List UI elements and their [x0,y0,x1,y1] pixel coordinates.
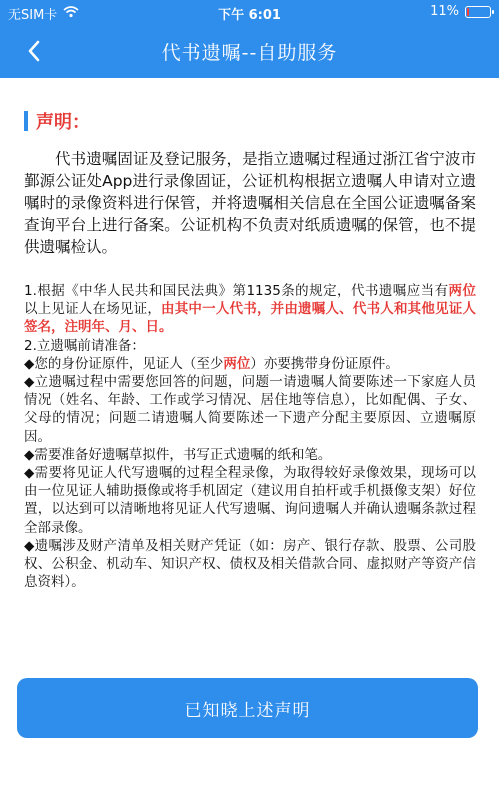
heading-accent-bar [24,111,28,131]
battery-percent: 11% [430,4,459,19]
declaration-heading [24,108,476,134]
battery-fill [467,8,469,16]
status-right [430,4,491,19]
rule-1-text-b: 以上见证人在场见证， [24,301,162,318]
rule-2: 2.立遗嘱前请准备： [24,337,145,354]
prep-item-id-text-b: ）亦要携带身份证原件。 [250,355,399,372]
prep-item-property: ◆遗嘱涉及财产清单及相关财产凭证（如：房产、银行存款、股票、公司股权、公积金、机动车、知识产权、债权及相关借款合同、虚拟财产等资产信息资料）。 [24,537,476,591]
prep-item-id-text: ◆您的身份证原件，见证人（至少 [24,355,224,372]
prep-item-questions: ◆立遗嘱过程中需要您回答的问题，问题一请遗嘱人简要陈述一下家庭人员情况（姓名、年龄、工作或学习情况、居住地等信息），比如配偶、子女、父母的情况；问题二请遗嘱人简要陈述一下遗产分配主要原因、立遗嘱原因。 [24,374,476,445]
prep-item-id [24,355,476,373]
acknowledge-button[interactable]: 已知晓上述声明 [17,678,478,738]
heading-text: 声明： [36,112,90,133]
prep-item-recording: ◆需要将见证人代写遗嘱的过程全程录像，为取得较好录像效果，现场可以由一位见证人辅助摄像或将手机固定（建议用自拍杆或手机摄像支架）好位置，以达到可以清晰地将见证人代写遗嘱、询问遗嘱人并确认遗嘱条款过程全部录像。 [24,465,476,536]
rule-1-highlight: 两位 [448,283,476,299]
status-bar [0,0,499,24]
carrier-label: 无SIM卡 [8,8,58,23]
declaration-content [24,108,476,591]
rule-1-emphasis: 由其中一人代书，并由遗嘱人、代书人和其他见证人签名，注明年、月、日。 [24,301,476,336]
page-title: 代书遗嘱--自助服务 [161,42,338,64]
prep-item-draft: ◆需要准备好遗嘱草拟件，书写正式遗嘱的纸和笔。 [24,446,332,463]
rule-1-text: 1.根据《中华人民共和国民法典》第1135条的规定，代书遗嘱应当有 [24,283,449,299]
battery-icon [465,6,491,18]
declaration-body: 代书遗嘱固证及登记服务，是指立遗嘱过程通过浙江省宁波市鄞源公证处App进行录像固证，公证机构根据立遗嘱人申请对立遗嘱时的录像资料进行保管，并将遗嘱相关信息在全国公证遗嘱备案查询平台上进行备案。公证机构不负责对纸质遗嘱的保管，也不提供遗嘱检认。 [24,150,476,256]
rules-list [24,282,476,591]
prep-item-id-highlight: 两位 [223,355,251,372]
clock: 下午 6:01 [218,8,281,23]
rule-1 [24,282,476,337]
nav-bar [0,24,499,78]
